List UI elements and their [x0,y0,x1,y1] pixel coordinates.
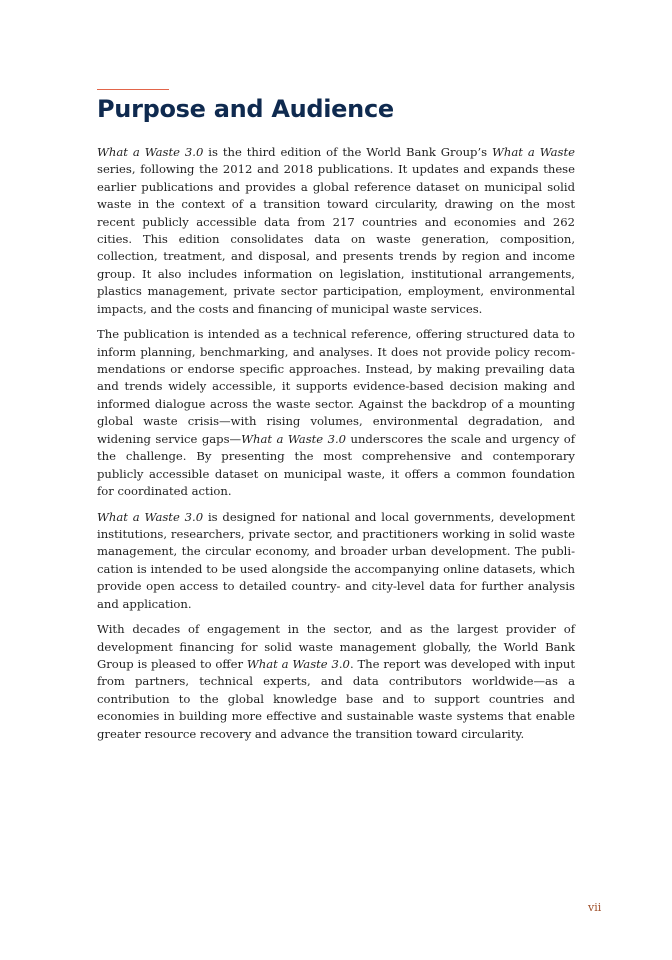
paragraph-3 [97,509,575,613]
text-run: underscores the scale and urgency of the challenge. By presenting the most comprehensive and contemporary publicly accessible dataset on municipal waste, it offers a common foundation for coordinated action. [97,431,575,498]
accent-rule [97,89,169,90]
publication-title-italic: What a Waste 3.0 [97,145,204,159]
text-run: is designed for national and local governments, development institutions, researchers, private sector, and practitioners working in solid waste management, the circular economy, and broader urban development. The publication is intended to be used alongside the accompanying online datasets, which provide open access to detailed country- and city-level data for further analysis and application. [97,509,576,611]
paragraph-4 [97,621,575,743]
paragraph-2 [97,326,575,500]
paragraph-1 [97,144,575,318]
publication-title-italic: What a Waste 3.0 [246,656,350,671]
body-text [97,144,575,751]
page-title: Purpose and Audience [97,95,394,123]
publication-title-italic: What a Waste [492,145,576,159]
page-number: vii [588,901,602,914]
text-run: is the third edition of the World Bank Group’s [203,145,493,159]
text-run: series, following the 2012 and 2018 publications. It updates and expands these earlier publications and provides a global reference dataset on municipal solid waste in the context of a transition toward circularity, drawing on the most recent publicly accessible data from 217 countries and economies and 262 cities. This edition consolidates data on waste generation, composition, collection, treatment, and disposal, and presents trends by region and income group. It also includes information on legislation, institutional arrangements, plastics management, private sector participation, employment, environmental impacts, and the costs and financing of municipal waste services. [97,162,575,316]
text-run: With decades of engagement in the sector, and as the largest provider of development financing for solid waste management globally, the World Bank Group is pleased to offer [97,622,575,671]
text-run: . The report was developed with input from partners, technical experts, and data contributors worldwide—as a contribution to the global knowledge base and to support countries and economies in building more effective and sustainable waste systems that enable greater resource recovery and advance the transition toward circularity. [97,656,575,741]
publication-title-italic: What a Waste 3.0 [241,431,347,446]
publication-title-italic: What a Waste 3.0 [97,509,204,524]
text-run: The publication is intended as a technical reference, offering structured data to inform planning, benchmarking, and analyses. It does not provide policy recommendations or endorse specific approaches. Instead, by making prevailing data and trends widely accessible, it supports evidence-based decision making and informed dialogue across the waste sector. Against the backdrop of a mounting global waste crisis—with rising volumes, environmental degradation, and widening service gaps— [97,327,575,446]
